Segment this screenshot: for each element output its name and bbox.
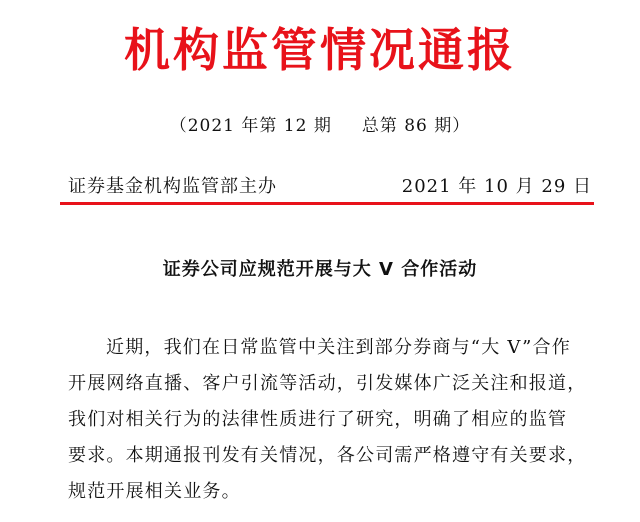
body-line-1: 近期，我们在日常监管中关注到部分券商与“大 V”合作: [106, 337, 571, 358]
issue-open-paren: （: [169, 116, 188, 136]
issue-year-number: 2021 年第 12 期: [187, 116, 332, 136]
issue-close-paren: ）: [452, 116, 471, 136]
body-line-4: 要求。本期通报刊发有关情况，各公司需严格遵守有关要求，: [68, 445, 587, 466]
body-line-5: 规范开展相关业务。: [68, 481, 241, 502]
header-divider-rule: [60, 202, 594, 205]
sponsor-department: 证券基金机构监管部主办: [68, 176, 277, 197]
article-body: [68, 330, 596, 510]
article-title: 证券公司应规范开展与大 V 合作活动: [162, 259, 478, 280]
body-line-2: 开展网络直播、客户引流等活动，引发媒体广泛关注和报道，: [68, 373, 587, 394]
body-line-3: 我们对相关行为的法律性质进行了研究，明确了相应的监管: [68, 409, 568, 430]
publish-date: 2021 年 10 月 29 日: [401, 176, 592, 197]
document-masthead-title: 机构监管情况通报: [124, 23, 516, 77]
issue-total-number: 总第 86 期: [361, 116, 453, 136]
issue-number: [0, 114, 640, 138]
